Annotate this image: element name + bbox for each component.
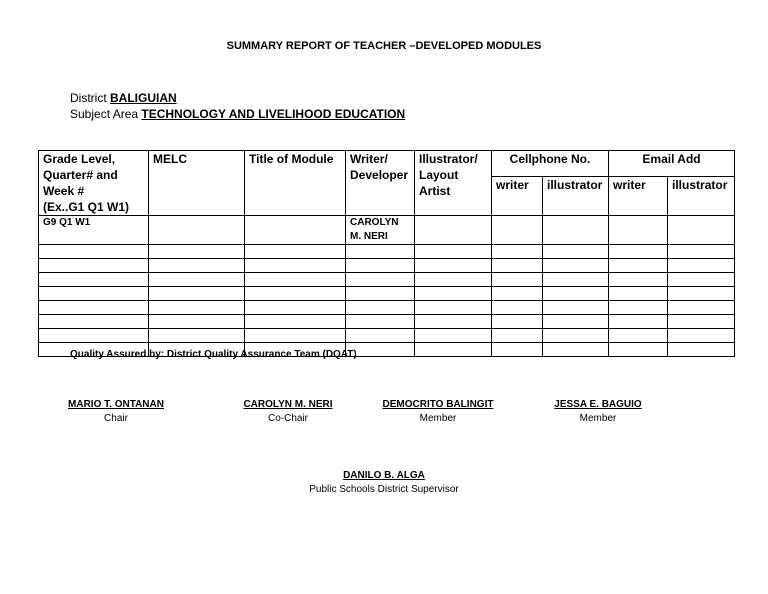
cell-cell-writer (492, 216, 543, 245)
signatory-role: Co-Chair (267, 413, 308, 424)
supervisor-name: DANILO B. ALGA (343, 470, 425, 481)
cell-writer: CAROLYN M. NERI (346, 216, 415, 245)
cell-cell-illustrator (543, 216, 609, 245)
signatory-name: MARIO T. ONTANAN (68, 399, 164, 410)
header-cellphone: Cellphone No. (492, 151, 609, 177)
header-title: Title of Module (245, 151, 346, 216)
document-title: SUMMARY REPORT OF TEACHER –DEVELOPED MODULES (226, 40, 542, 52)
header-email: Email Add (609, 151, 735, 177)
header-cell-illustrator: illustrator (543, 177, 609, 216)
header-writer: Writer/ Developer (346, 151, 415, 216)
signatory-name: JESSA E. BAGUIO (554, 399, 642, 410)
district-line (70, 91, 177, 105)
supervisor-block (284, 469, 484, 497)
table-row (39, 259, 735, 273)
header-email-writer: writer (609, 177, 668, 216)
table-row (39, 301, 735, 315)
modules-table (38, 150, 735, 357)
header-cell-writer: writer (492, 177, 543, 216)
cell-email-writer (609, 216, 668, 245)
cell-title (245, 216, 346, 245)
table-row (39, 287, 735, 301)
header-melc: MELC (149, 151, 245, 216)
header-grade: Grade Level, Quarter# and Week # (Ex..G1 Q1 W1) (39, 151, 149, 216)
header-row (39, 151, 735, 177)
signatory-member-1 (368, 398, 508, 426)
table-row (39, 216, 735, 245)
district-label: District (70, 91, 107, 105)
signatory-name: CAROLYN M. NERI (243, 399, 333, 410)
signatory-role: Chair (104, 413, 128, 424)
signatory-co-chair (228, 398, 348, 426)
table-row (39, 245, 735, 259)
cell-melc (149, 216, 245, 245)
supervisor-role: Public Schools District Supervisor (309, 484, 459, 495)
quality-assured-line: Quality Assured by: District Quality Assurance Team (DQAT) (70, 349, 357, 360)
header-email-illustrator: illustrator (668, 177, 735, 216)
signatory-role: Member (579, 413, 617, 424)
header-illustrator: Illustrator/ Layout Artist (415, 151, 492, 216)
table-row (39, 273, 735, 287)
cell-grade: G9 Q1 W1 (39, 216, 149, 245)
signatory-role: Member (419, 413, 457, 424)
table-row (39, 315, 735, 329)
signatory-chair (58, 398, 174, 426)
table-row (39, 329, 735, 343)
district-value: BALIGUIAN (110, 91, 177, 105)
signatory-member-2 (538, 398, 658, 426)
signatory-name: DEMOCRITO BALINGIT (382, 399, 494, 410)
subject-line (70, 107, 405, 121)
cell-email-illustrator (668, 216, 735, 245)
subject-value: TECHNOLOGY AND LIVELIHOOD EDUCATION (141, 107, 406, 121)
cell-illustrator (415, 216, 492, 245)
subject-label: Subject Area (70, 107, 139, 121)
